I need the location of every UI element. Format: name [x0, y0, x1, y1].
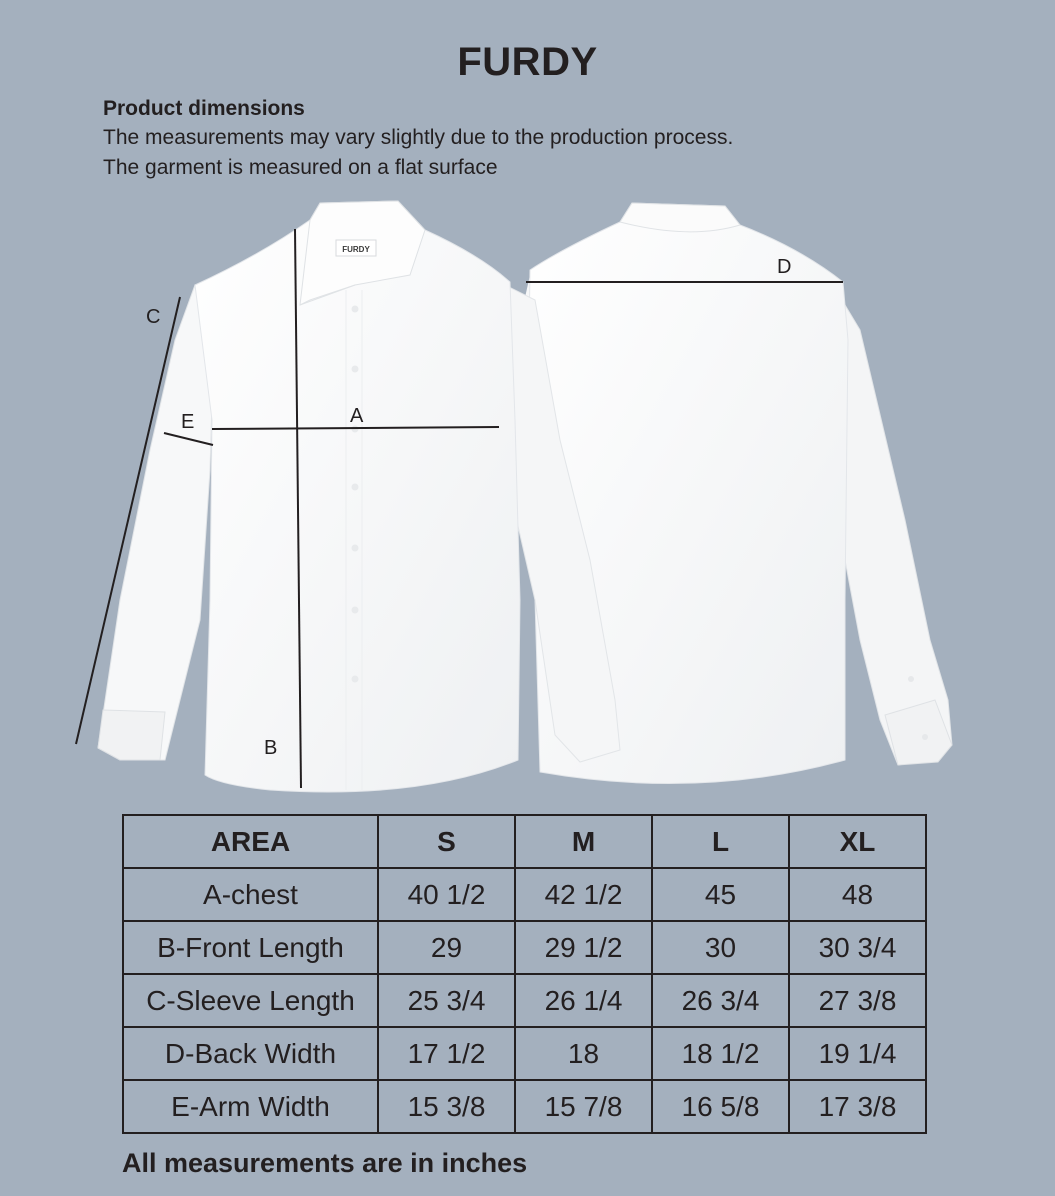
svg-text:FURDY: FURDY — [342, 245, 370, 254]
value-cell: 30 — [652, 921, 789, 974]
area-cell: D-Back Width — [123, 1027, 378, 1080]
value-cell: 27 3/8 — [789, 974, 926, 1027]
table-row — [123, 1080, 926, 1133]
value-cell: 26 3/4 — [652, 974, 789, 1027]
table-row — [123, 921, 926, 974]
measure-label-b: B — [264, 737, 278, 759]
measure-label-c: C — [146, 306, 161, 328]
section-title: Product dimensions — [103, 97, 305, 120]
value-cell: 15 3/8 — [378, 1080, 515, 1133]
value-cell: 17 3/8 — [789, 1080, 926, 1133]
area-cell: E-Arm Width — [123, 1080, 378, 1133]
table-row — [123, 1027, 926, 1080]
value-cell: 29 — [378, 921, 515, 974]
value-cell: 17 1/2 — [378, 1027, 515, 1080]
brand-title: FURDY — [457, 40, 598, 84]
size-chart-table — [122, 814, 927, 1134]
table-row — [123, 868, 926, 921]
units-note: All measurements are in inches — [122, 1148, 528, 1178]
value-cell: 48 — [789, 868, 926, 921]
header-size-l: L — [652, 815, 789, 868]
measure-label-d: D — [777, 256, 792, 278]
header-size-m: M — [515, 815, 652, 868]
description-line-1: The measurements may vary slightly due to the production process. — [103, 126, 734, 149]
value-cell: 18 — [515, 1027, 652, 1080]
measure-label-a: A — [350, 405, 364, 427]
value-cell: 18 1/2 — [652, 1027, 789, 1080]
value-cell: 15 7/8 — [515, 1080, 652, 1133]
value-cell: 30 3/4 — [789, 921, 926, 974]
value-cell: 40 1/2 — [378, 868, 515, 921]
header-size-s: S — [378, 815, 515, 868]
measure-label-e: E — [181, 411, 195, 433]
table-row — [123, 974, 926, 1027]
value-cell: 26 1/4 — [515, 974, 652, 1027]
area-cell: A-chest — [123, 868, 378, 921]
value-cell: 42 1/2 — [515, 868, 652, 921]
table-header-row — [123, 815, 926, 868]
value-cell: 19 1/4 — [789, 1027, 926, 1080]
description-line-2: The garment is measured on a flat surface — [103, 156, 498, 179]
area-cell: C-Sleeve Length — [123, 974, 378, 1027]
value-cell: 16 5/8 — [652, 1080, 789, 1133]
header-size-xl: XL — [789, 815, 926, 868]
value-cell: 25 3/4 — [378, 974, 515, 1027]
value-cell: 29 1/2 — [515, 921, 652, 974]
header-area: AREA — [123, 815, 378, 868]
value-cell: 45 — [652, 868, 789, 921]
area-cell: B-Front Length — [123, 921, 378, 974]
